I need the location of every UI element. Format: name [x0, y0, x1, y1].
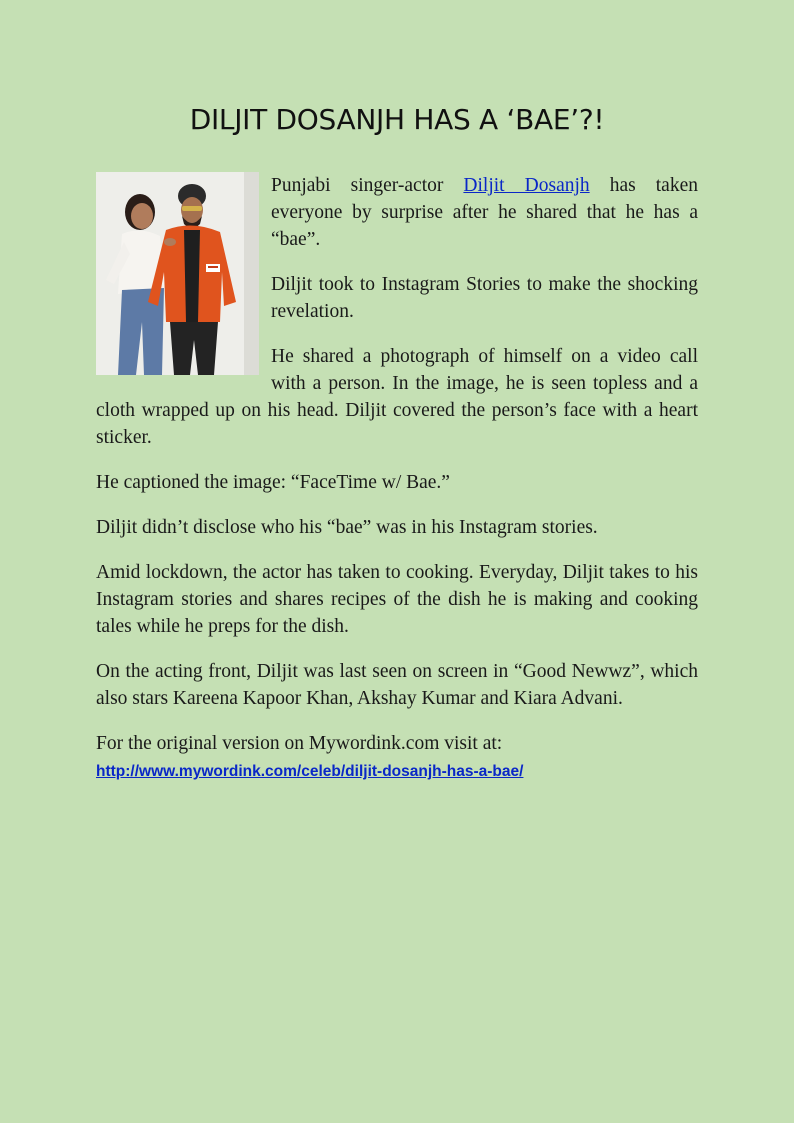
photo-illustration: [96, 172, 259, 375]
paragraph-4: He captioned the image: “FaceTime w/ Bae.”: [96, 472, 450, 493]
paragraph-3: He shared a photograph of himself on a video call with a person. In the image, he is seen topless and a cloth wrapped up on his head. Diljit covered the person’s face with a heart sticker.: [96, 346, 698, 448]
paragraph-5: Diljit didn’t disclose who his “bae” was in his Instagram stories.: [96, 517, 598, 538]
source-url-link[interactable]: http://www.mywordink.com/celeb/diljit-dosanjh-has-a-bae/: [96, 763, 524, 780]
source-paragraph: [96, 730, 698, 784]
paragraph-intro-end: has taken everyone by surprise after he shared that he has a “bae”.: [271, 175, 698, 250]
article: [96, 100, 698, 784]
paragraph-6: Amid lockdown, the actor has taken to cooking. Everyday, Diljit takes to his Instagram stories and shares recipes of the dish he is making and cooking tales while he preps for the dish.: [96, 562, 698, 637]
diljit-dosanjh-link[interactable]: Diljit Dosanjh: [463, 175, 590, 196]
article-title: DILJIT DOSANJH HAS A ‘BAE’?!: [189, 103, 605, 136]
paragraph-2: Diljit took to Instagram Stories to make the shocking revelation.: [271, 274, 698, 322]
article-photo: [96, 172, 259, 375]
paragraph-intro-start: Punjabi singer-actor: [271, 175, 464, 196]
paragraph-7: On the acting front, Diljit was last seen on screen in “Good Newwz”, which also stars Kareena Kapoor Khan, Akshay Kumar and Kiara Advani.: [96, 661, 698, 709]
source-label: For the original version on Mywordink.com visit at:: [96, 733, 503, 754]
